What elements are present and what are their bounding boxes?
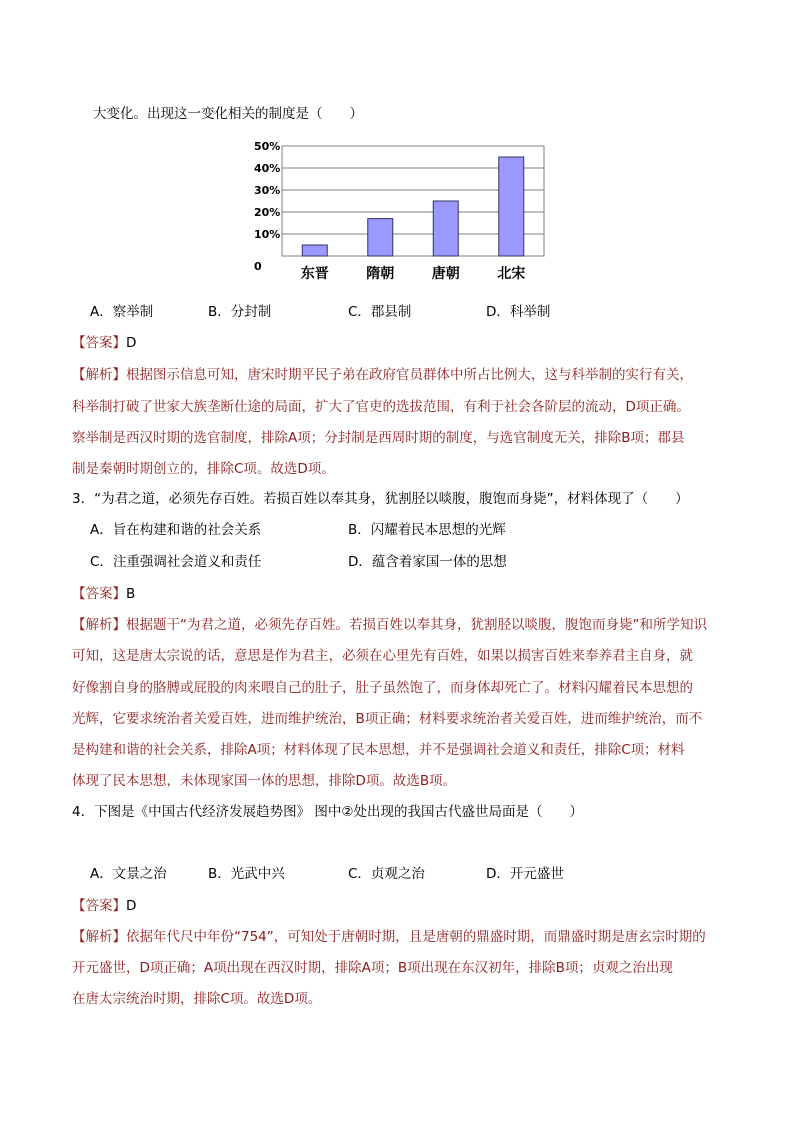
answer-value: B	[126, 586, 136, 602]
q2-option-b: B．分封制	[208, 304, 272, 320]
q2-analysis-line-3: 察举制是西汉时期的选官制度，排除A项；分封制是西周时期的制度，与选官制度无关，排除B项；郡县	[72, 430, 685, 446]
bar-2	[368, 219, 393, 256]
answer-value: D	[126, 335, 137, 351]
q3-analysis-line-6: 体现了民本思想，未体现家国一体的思想，排除D项。故选B项。	[72, 773, 457, 789]
y-tick-label: 20%	[254, 206, 281, 219]
q2-option-a: A．察举制	[90, 304, 154, 320]
q3-option-a: A．旨在构建和谐的社会关系	[90, 522, 262, 538]
q3-option-c: C．注重强调社会道义和责任	[90, 554, 262, 570]
bar-1	[302, 245, 327, 256]
q4-analysis-line-3: 在唐太宗统治时期，排除C项。故选D项。	[72, 991, 322, 1007]
q3-analysis-line-3: 好像割自身的胳膊或屁股的肉来喂自己的肚子，肚子虽然饱了，而身体却死亡了。材料闪耀着民本思想的	[72, 680, 693, 696]
analysis-tag: 【解析】	[72, 617, 126, 633]
q2-analysis-line-4: 制是秦朝时期创立的，排除C项。故选D项。	[72, 461, 335, 477]
q2-option-c: C．郡县制	[348, 304, 412, 320]
q3-stem: 3．“为君之道，必须先存百姓。若损百姓以奉其身，犹割胫以啖腹，腹饱而身毙”，材料体现了（ ）	[72, 491, 689, 507]
bar-chart	[248, 136, 548, 286]
q4-analysis-line-2: 开元盛世，D项正确；A项出现在西汉时期，排除A项；B项出现在东汉初年，排除B项；贞观之治出现	[72, 960, 673, 976]
q2-analysis-line-1: 【解析】根据图示信息可知，唐宋时期平民子弟在政府官员群体中所占比例大，这与科举制的实行有关，	[72, 367, 693, 383]
q4-option-d: D．开元盛世	[486, 866, 564, 882]
answer-tag: 【答案】	[72, 898, 126, 914]
y-tick-label: 40%	[254, 162, 281, 175]
q2-analysis-line-2: 科举制打破了世家大族垄断仕途的局面，扩大了官吏的选拔范围，有利于社会各阶层的流动，D项正确。	[72, 399, 690, 415]
q2-stem-tail: 大变化。出现这一变化相关的制度是（ ）	[93, 106, 363, 122]
q3-option-b: B．闪耀着民本思想的光辉	[348, 522, 506, 538]
q3-analysis-line-2: 可知，这是唐太宗说的话，意思是作为君主，必须在心里先有百姓，如果以损害百姓来奉养君主自身，就	[72, 648, 693, 664]
y-tick-label: 10%	[254, 228, 281, 241]
chart-x-ticks	[301, 265, 526, 282]
q3-answer	[72, 582, 135, 602]
x-tick-label: 隋朝	[366, 266, 395, 282]
x-tick-label: 北宋	[497, 266, 526, 282]
answer-tag: 【答案】	[72, 335, 126, 351]
chart-y-ticks	[254, 140, 280, 273]
bar-3	[433, 201, 458, 256]
answer-value: D	[126, 898, 137, 914]
x-tick-label: 东晋	[300, 266, 329, 282]
analysis-tag: 【解析】	[72, 929, 126, 945]
analysis-tag: 【解析】	[72, 367, 126, 383]
q2-answer	[72, 331, 136, 351]
q4-analysis-line-1: 【解析】依据年代尺中年份“754”，可知处于唐朝时期，且是唐朝的鼎盛时期，而鼎盛时期是唐玄宗时期的	[72, 929, 706, 945]
q4-option-c: C．贞观之治	[348, 866, 425, 882]
q3-analysis-line-4: 光辉，它要求统治者关爱百姓，进而维护统治，B项正确；材料要求统治者关爱百姓，进而维护统治，而不	[72, 711, 703, 727]
q3-analysis-line-1: 【解析】根据题干“为君之道，必须先存百姓。若损百姓以奉其身，犹割胫以啖腹，腹饱而身毙”和所学知识	[72, 617, 707, 633]
q2-option-d: D．科举制	[486, 304, 551, 320]
x-tick-label: 唐朝	[431, 266, 460, 282]
y-tick-label: 0	[254, 260, 262, 273]
bar-4	[499, 157, 524, 256]
q4-answer	[72, 894, 136, 914]
y-tick-label: 50%	[254, 140, 281, 153]
chart-bars	[302, 157, 524, 256]
answer-tag: 【答案】	[72, 586, 126, 602]
q3-option-d: D．蕴含着家国一体的思想	[348, 554, 507, 570]
q3-analysis-line-5: 是构建和谐的社会关系，排除A项；材料体现了民本思想，并不是强调社会道义和责任，排除C项；材料	[72, 742, 685, 758]
q4-option-b: B．光武中兴	[208, 866, 285, 882]
q4-option-a: A．文景之治	[90, 866, 167, 882]
q4-stem: 4．下图是《中国古代经济发展趋势图》 图中②处出现的我国古代盛世局面是（ ）	[72, 804, 583, 820]
y-tick-label: 30%	[254, 184, 281, 197]
